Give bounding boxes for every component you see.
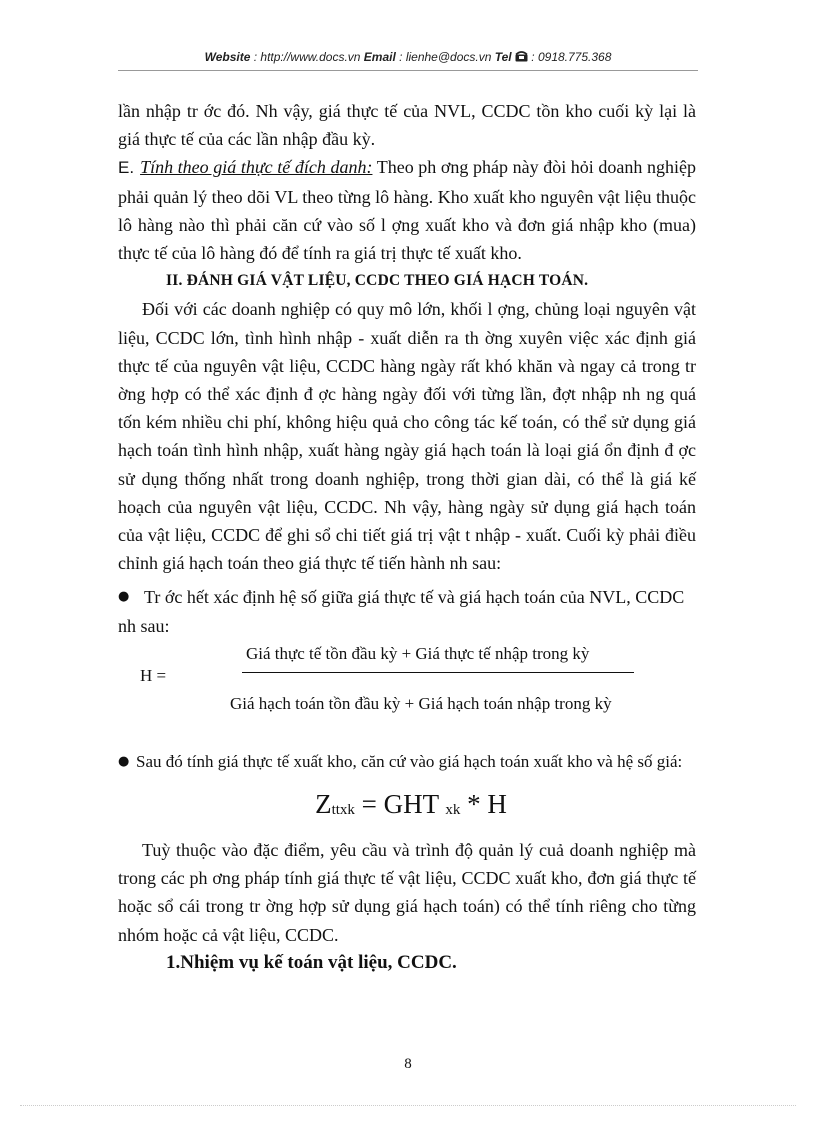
header-divider	[118, 70, 698, 71]
bullet-icon: ●	[118, 589, 130, 605]
formula-ght: = GHT	[354, 789, 446, 820]
paragraph-1: lần nhập tr ớc đó. Nh vậy, giá thực tế của NVL, CCDC tồn kho cuối kỳ lại là giá thực tế của các lần nhập đầu kỳ.	[118, 101, 696, 150]
website-label: Website	[204, 50, 251, 64]
tel-number: : 0918.775.368	[527, 50, 612, 64]
subsection-heading: 1.Nhiệm vụ kế toán vật liệu, CCDC.	[166, 951, 457, 973]
item-marker: E.	[118, 158, 135, 178]
paragraph-3: Đối với các doanh nghiệp có quy mô lớn, khối l ợng, chủng loại nguyên vật liệu, CCDC lớn, tình hình nhập - xuất diễn ra th ờng xuyên việc xác định giá thực tế của nguyên vật liệu, CCDC hàng ngày rất khó khăn và ngay cả trong tr ờng hợp có thể xác định đ ợc hàng ngày đối với từng lần, đợt nhập nh ng quá tốn kém nhiều chi phí, không hiệu quả cho công tác kế toán, có thể sử dụng giá hạch toán tình hình nhập, xuất hàng ngày giá hạch toán là loại giá ổn định đ ợc sử dụng thống nhất trong doanh nghiệp, trong thời gian dài, có thể là giá kế hoạch của nguyên vật liệu, CCDC. Nh vậy, hàng ngày sử dụng giá hạch toán của vật liệu, CCDC để ghi sổ chi tiết giá trị vật t nhập - xuất. Cuối kỳ phải điều chỉnh giá hạch toán theo giá thực tế tiến hành nh sau:	[118, 299, 696, 574]
formula-numerator: Giá thực tế tồn đầu kỳ + Giá thực tế nhập trong kỳ	[246, 643, 590, 663]
formula-end: * H	[460, 789, 507, 820]
paragraph-2	[118, 153, 696, 267]
method-title: Tính theo giá thực tế đích danh:	[140, 157, 373, 178]
bullet-text-2: Sau đó tính giá thực tế xuất kho, căn cứ vào giá hạch toán xuất kho và hệ số giá:	[136, 751, 683, 771]
bullet-item-2	[118, 748, 696, 776]
phone-icon	[515, 50, 528, 64]
page-number: 8	[404, 1056, 412, 1072]
footer-divider	[20, 1105, 796, 1106]
formula-ght-subscript: xk	[445, 802, 461, 819]
bullet-text-1: Tr ớc hết xác định hệ số giữa giá thực tế và giá hạch toán của NVL, CCDC	[144, 587, 685, 608]
formula-z-subscript: ttxk	[331, 802, 355, 819]
method-description: Theo ph ơng pháp này đòi hỏi doanh nghiệp phải quản lý theo dõi VL theo từng lô hàng. Kho xuất kho nguyên vật liệu thuộc lô hàng nào thì phải căn cứ vào số l ợng xuất kho và đơn giá nhập kho (mua) thực tế của lô hàng đó để tính ra giá trị thực tế xuất kho.	[118, 157, 696, 264]
formula-lhs: H =	[140, 665, 167, 685]
fraction-bar	[242, 672, 634, 673]
document-body	[118, 97, 696, 977]
tel-label: Tel	[494, 50, 512, 64]
section-heading: II. ĐÁNH GIÁ VẬT LIỆU, CCDC THEO GIÁ HẠCH TOÁN.	[166, 272, 589, 290]
formula-z: Z	[315, 789, 332, 820]
price-formula	[118, 784, 696, 830]
bullet-icon: ●	[118, 753, 130, 769]
coefficient-formula	[118, 640, 696, 742]
website-url[interactable]: : http://www.docs.vn	[250, 50, 364, 64]
bullet-continuation: nh sau:	[118, 615, 170, 636]
page-header	[118, 50, 698, 64]
email-address[interactable]: : lienhe@docs.vn	[395, 50, 495, 64]
email-label: Email	[363, 50, 396, 64]
formula-denominator: Giá hạch toán tồn đầu kỳ + Giá hạch toán nhập trong kỳ	[230, 693, 612, 713]
paragraph-4: Tuỳ thuộc vào đặc điểm, yêu cầu và trình độ quản lý cuả doanh nghiệp mà trong các ph ơng pháp tính giá thực tế vật liệu, CCDC xuất kho, đơn giá thực tế hoặc sổ cái trong tr ờng hợp sử dụng giá hạch toán) có thể tính riêng cho từng nhóm hoặc cả vật liệu, CCDC.	[118, 840, 696, 945]
bullet-item-1	[118, 583, 696, 611]
